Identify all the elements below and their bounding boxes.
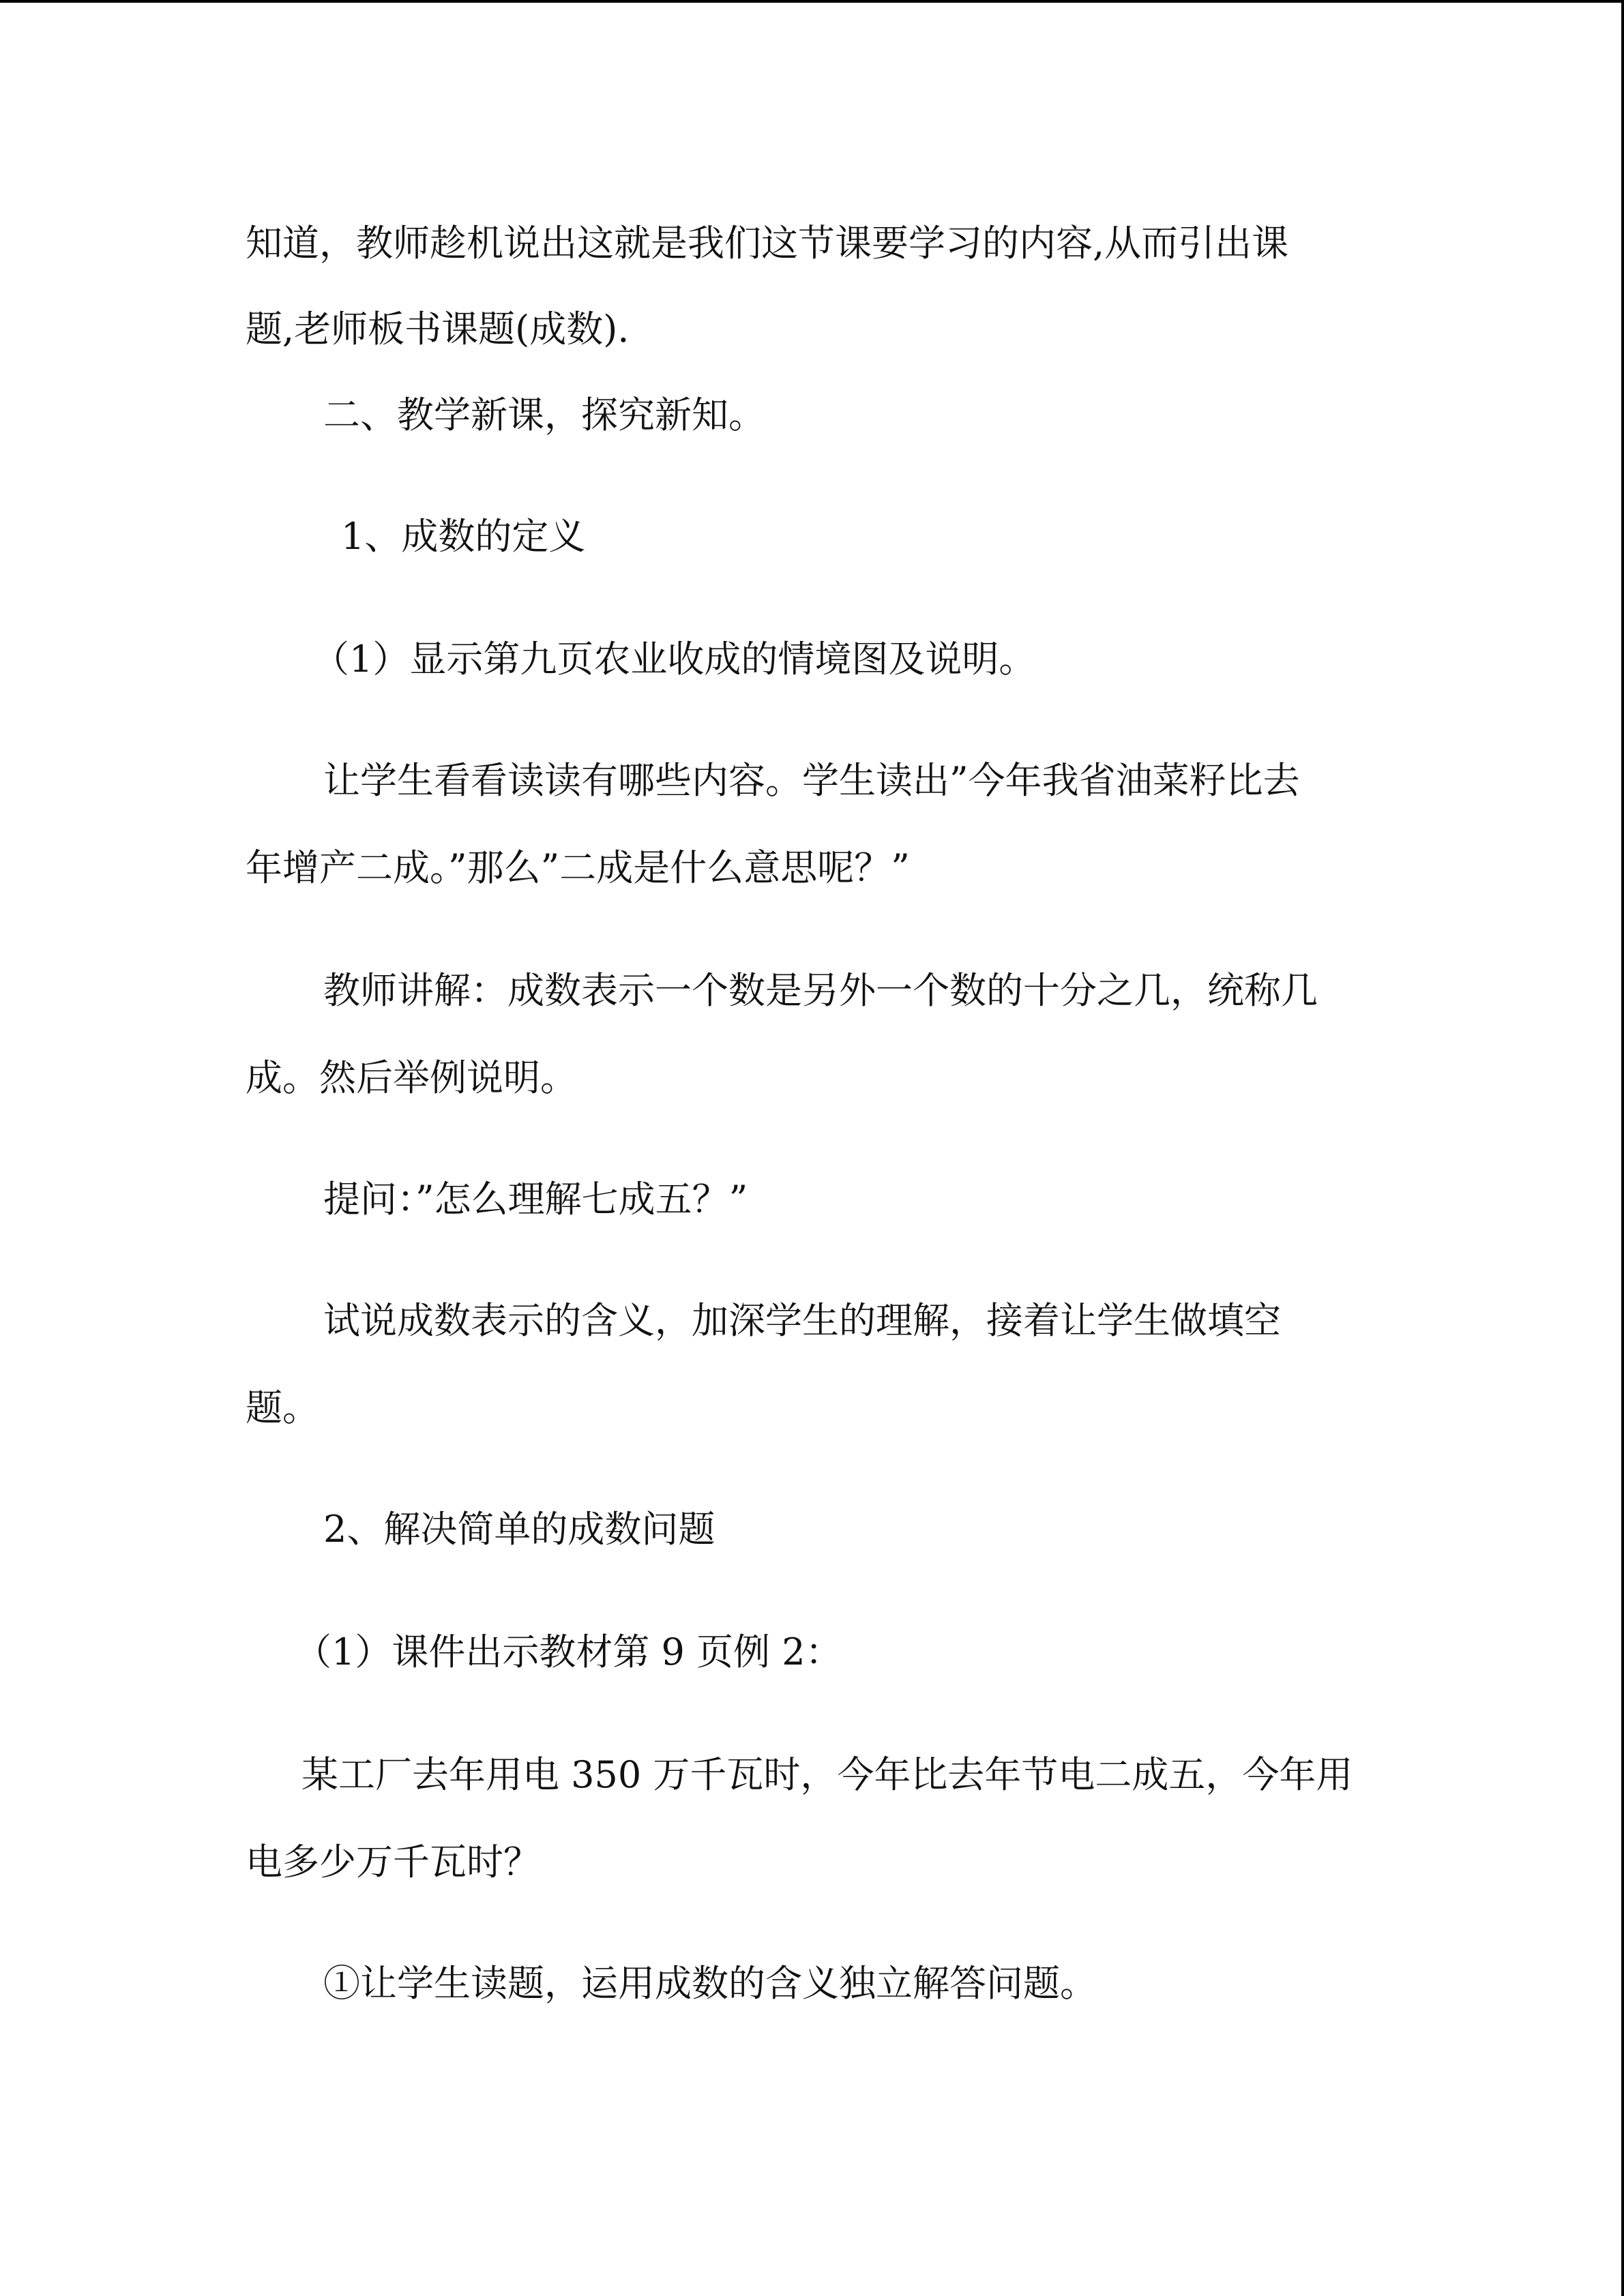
text-line-10: 提问：”怎么理解七成五？” bbox=[323, 1178, 748, 1221]
text-line-5: （1）显示第九页农业收成的情境图及说明。 bbox=[312, 638, 1036, 681]
text-line-12: 题。 bbox=[246, 1386, 319, 1429]
section-heading-2: 二、教学新课，探究新知。 bbox=[323, 393, 765, 436]
subsection-heading-1: 1、成数的定义 bbox=[341, 515, 586, 558]
text-line-16: 电多少万千瓦时？ bbox=[246, 1840, 540, 1883]
text-line-1: 知道，教师趁机说出这就是我们这节课要学习的内容,从而引出课 bbox=[246, 222, 1289, 265]
text-line-8: 教师讲解：成数表示一个数是另外一个数的十分之几，统称几 bbox=[323, 969, 1318, 1012]
text-line-11: 试说成数表示的含义，加深学生的理解，接着让学生做填空 bbox=[323, 1299, 1281, 1342]
text-line-7: 年增产二成。”那么”二成是什么意思呢？” bbox=[246, 846, 910, 889]
text-line-6: 让学生看看读读有哪些内容。学生读出”今年我省油菜籽比去 bbox=[323, 759, 1300, 802]
text-line-15: 某工厂去年用电 350 万千瓦时，今年比去年节电二成五，今年用 bbox=[301, 1753, 1353, 1796]
subsection-heading-2: 2、解决简单的成数问题 bbox=[323, 1508, 715, 1551]
text-line-17: ①让学生读题，运用成数的含义独立解答问题。 bbox=[323, 1962, 1097, 2005]
text-line-9: 成。然后举例说明。 bbox=[246, 1056, 577, 1099]
text-line-14: （1）课件出示教材第 9 页例 2： bbox=[295, 1630, 842, 1673]
text-line-2: 题,老师板书课题(成数). bbox=[246, 308, 630, 351]
